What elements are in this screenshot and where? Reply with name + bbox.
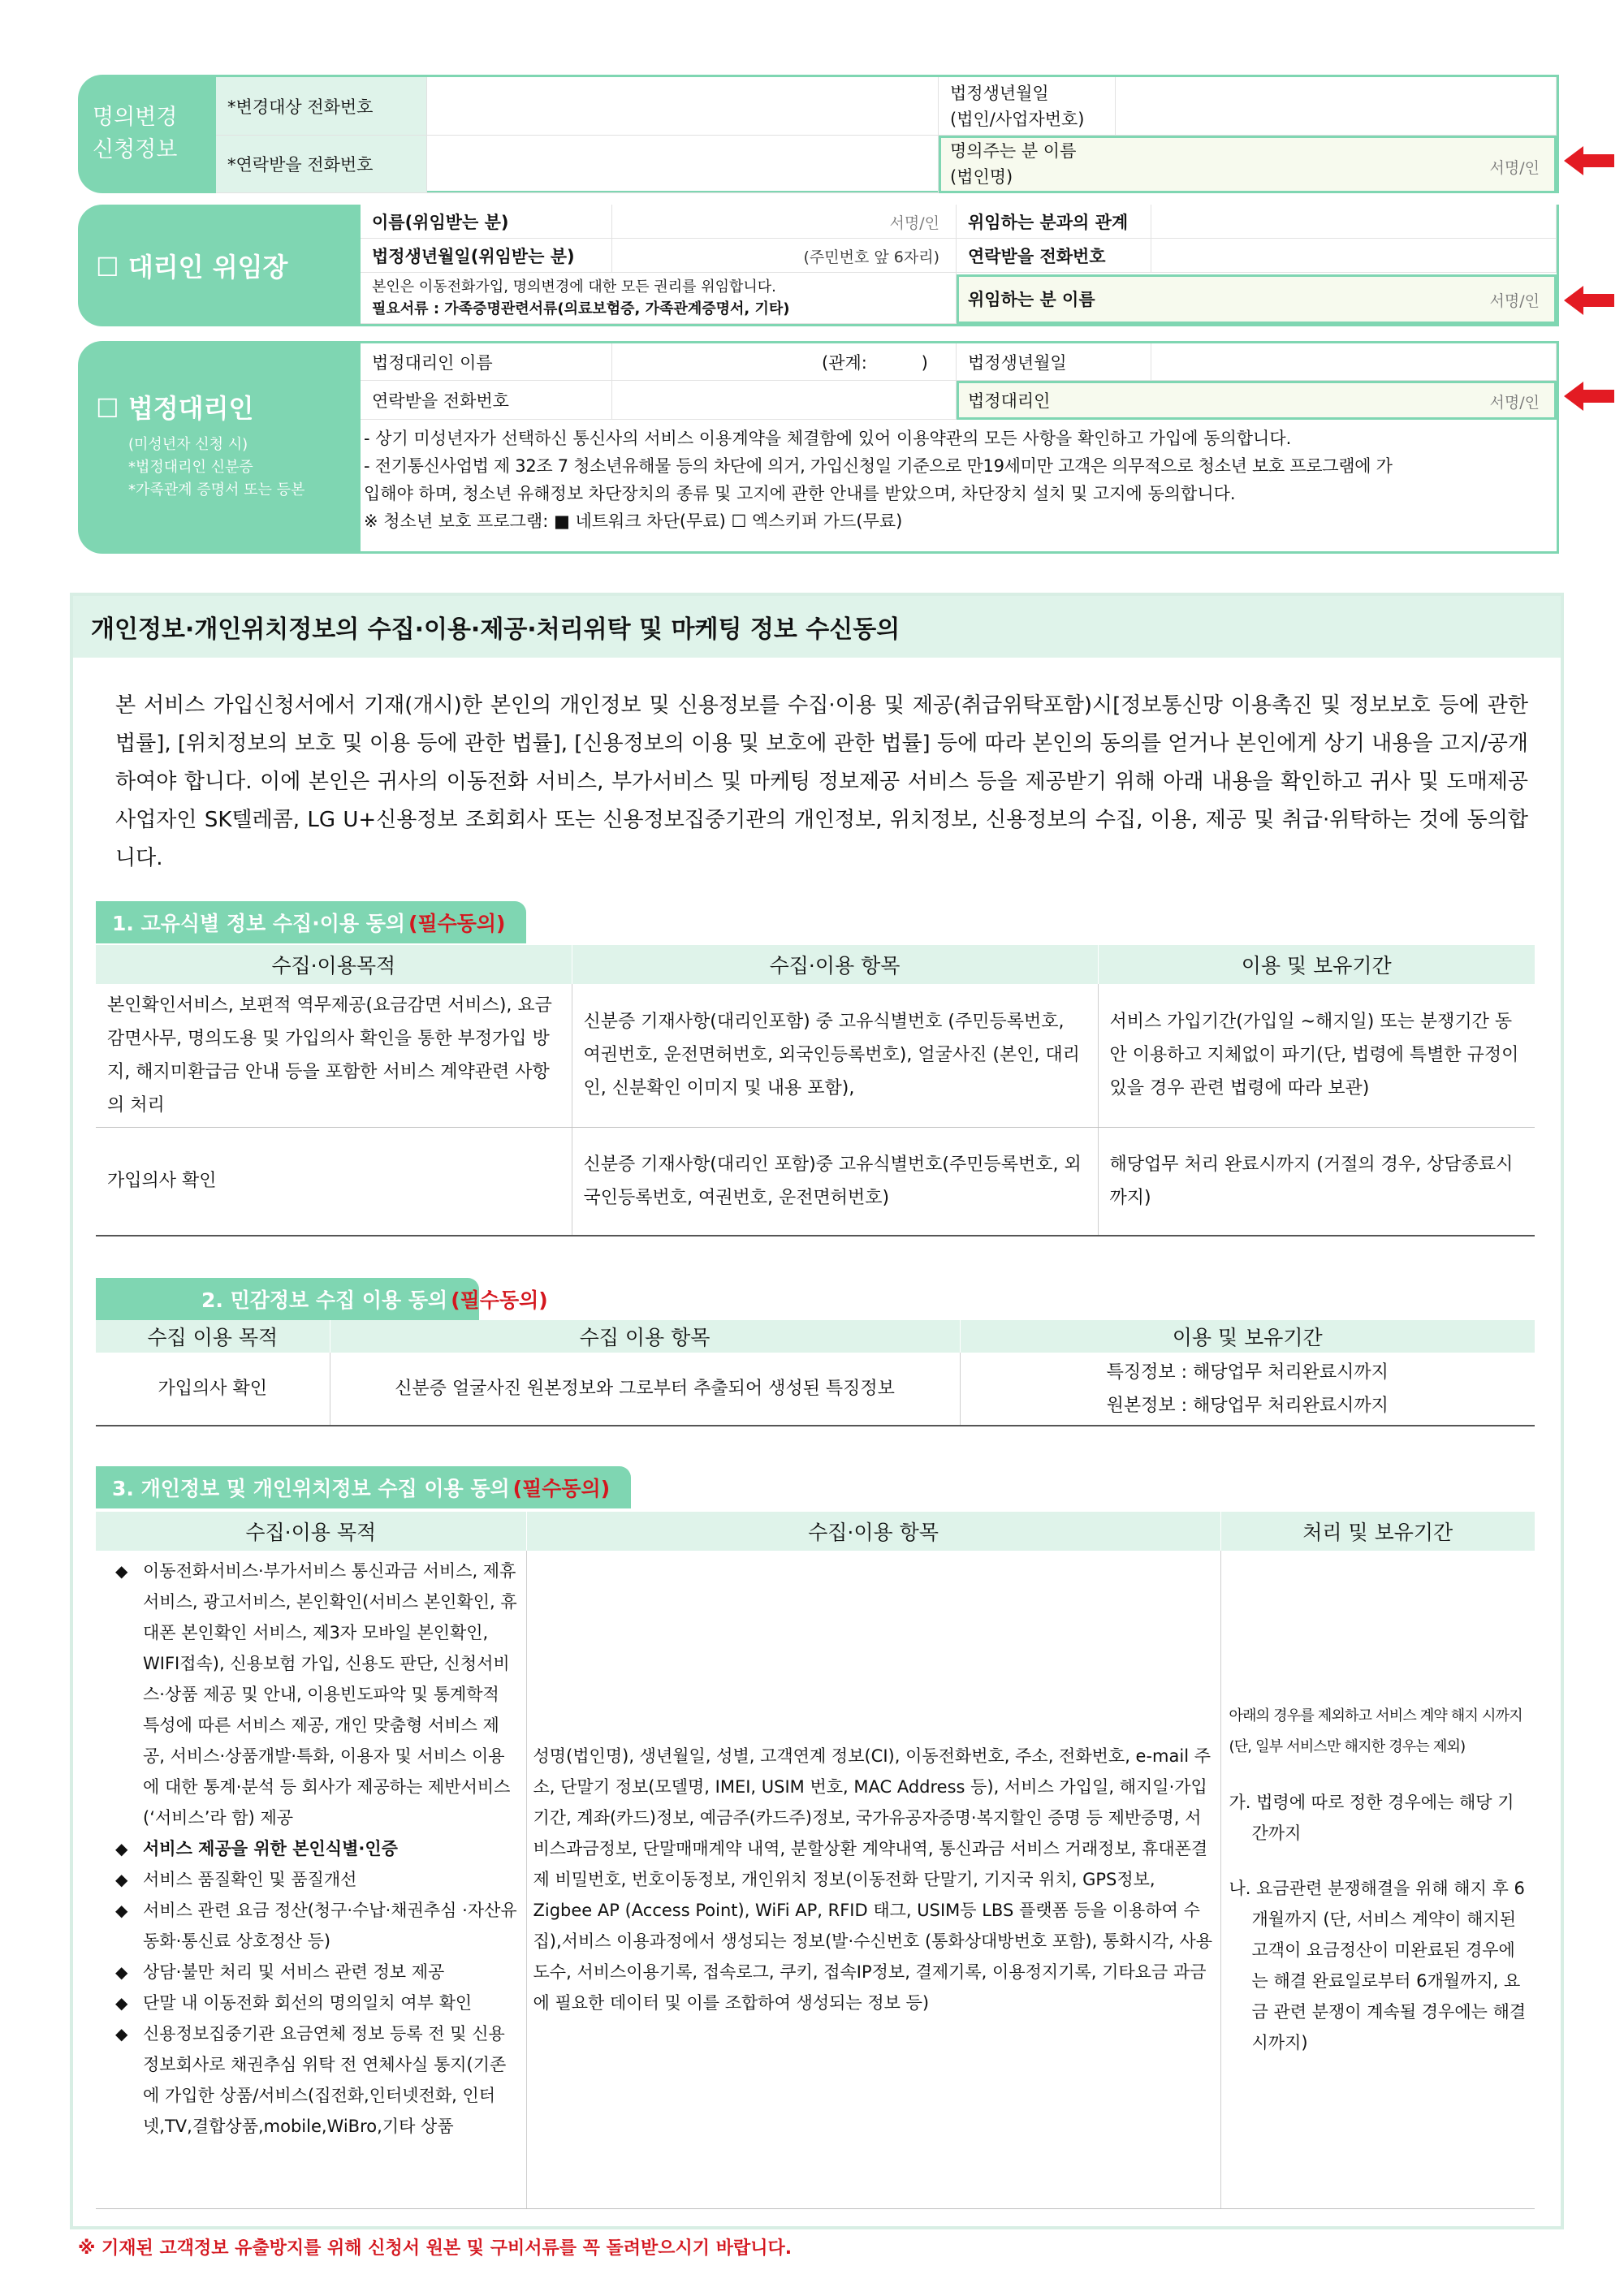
list-item: ◆ 상담·불만 처리 및 서비스 관련 정보 제공	[115, 1957, 520, 1987]
proxy-docs: 필요서류 : 가족증명관련서류(의료보험증, 가족관계증명서, 기타)	[372, 300, 790, 317]
legal-rep-contact-label: 연락받을 전화번호	[361, 381, 612, 420]
birth-field[interactable]	[1116, 77, 1557, 136]
section1-table	[96, 945, 1535, 1236]
delegator-name-row[interactable]	[957, 274, 1557, 324]
section1-row1-items: 신분증 기재사항(대리인포함) 중 고유식별번호 (주민등록번호, 여권번호, 운전면허번호, 외국인등록번호), 얼굴사진 (본인, 대리인, 신분확인 이미지 및 내용 포함),	[572, 984, 1098, 1127]
section2-col-period: 이용 및 보유기간	[960, 1320, 1535, 1353]
section1-header-row	[96, 945, 1535, 984]
section1-row2-items: 신분증 기재사항(대리인 포함)중 고유식별번호(주민등록번호, 외국인등록번호, 여권번호, 운전면허번호)	[572, 1127, 1098, 1236]
arrow-left-icon	[1564, 382, 1614, 411]
legal-rep-sign-row[interactable]	[957, 381, 1557, 420]
footer-warning: ※ 기재된 고객정보 유출방지를 위해 신청서 원본 및 구비서류를 꼭 돌려받으시기 바랍니다.	[78, 2238, 793, 2259]
section3-col-purpose: 수집·이용 목적	[96, 1512, 526, 1551]
proxy-contact-field[interactable]	[1151, 239, 1557, 273]
section3-col-items: 수집·이용 항목	[526, 1512, 1220, 1551]
section1-row2-period: 해당업무 처리 완료시까지 (거절의 경우, 상담종료시까지)	[1098, 1127, 1535, 1236]
proxy-name-label: 이름(위임받는 분)	[361, 205, 612, 239]
proxy-contact-label: 연락받을 전화번호	[957, 239, 1151, 273]
legal-rep-sub3: *가족관계 증명서 또는 등본	[128, 481, 305, 498]
table-row	[96, 1127, 1535, 1236]
section2-period-feature: 특징정보 : 해당업무 처리완료시까지	[1106, 1362, 1389, 1383]
delegator-label: 위임하는 분 이름	[968, 290, 1095, 309]
section1-col-items: 수집·이용 항목	[572, 945, 1098, 984]
section2-tab	[96, 1278, 548, 1320]
section3-table	[96, 1512, 1535, 2209]
contact-phone-label: *연락받을 전화번호	[216, 136, 427, 193]
legal-rep-side-label	[78, 341, 361, 554]
section2-header-row	[96, 1320, 1535, 1353]
legal-rep-text1: - 상기 미성년자가 선택하신 통신사의 서비스 이용계약을 체결함에 있어 이용약관의 모든 사항을 확인하고 가입에 동의합니다.	[364, 429, 1292, 448]
applicant-label-line2: 신청정보	[93, 137, 178, 162]
applicant-grid	[216, 75, 1559, 193]
applicant-block	[78, 75, 1559, 193]
proxy-name-field[interactable]	[612, 205, 957, 239]
proxy-birth-hint: (주민번호 앞 6자리)	[803, 248, 939, 266]
legal-rep-text3: 입해야 하며, 청소년 유해정보 차단장치의 종류 및 고지에 관한 안내를 받았으며, 차단장치 설치 및 고지에 동의합니다.	[364, 484, 1236, 503]
section1-col-period: 이용 및 보유기간	[1098, 945, 1535, 984]
proxy-grid	[361, 205, 1559, 326]
section2-table	[96, 1320, 1535, 1426]
section1-required: (필수동의)	[408, 912, 506, 935]
legal-rep-sign-hint: 서명/인	[1489, 394, 1540, 412]
section1-row1-purpose: 본인확인서비스, 보편적 역무제공(요금감면 서비스), 요금감면사무, 명의도용 및 가입의사 확인을 통한 부정가입 방지, 해지미환급금 안내 등을 포함한 서비스 계약관련 사항의 처리	[96, 984, 572, 1127]
section3-period-a: 가. 법령에 따로 정한 경우에는 해당 기간까지	[1229, 1792, 1514, 1843]
section3-col-period: 처리 및 보유기간	[1220, 1512, 1535, 1551]
arrow-left-icon	[1564, 146, 1614, 175]
legal-rep-title: ☐ 법정대리인	[96, 393, 254, 424]
legal-rep-grid	[361, 341, 1559, 554]
consent-intro: 본 서비스 가입신청서에서 기재(개시)한 본인의 개인정보 및 신용정보를 수집·이용 및 제공(취급위탁포함)시[정보통신망 이용촉진 및 정보보호 등에 관한 법률], [위치정보의 보호 및 이용 등에 관한 법률], [신용정보의 이용 및 보호에 관한 법률] 등에 따라 본인의 동의를 얻거나 본인에게 상기 내용을 고지/공개하여야 합니다. 이에 본인은 귀사의 이동전화 서비스, 부가서비스 및 마케팅 정보제공 서비스 등을 제공받기 위해 아래 내용을 확인하고 귀사 및 도매제공 사업자인 SK텔레콤, LG U+신용정보 조회회사 또는 신용정보집중기관의 개인정보, 위치정보, 신용정보의 수집, 이용, 제공 및 취급·위탁하는 것에 동의합니다.	[115, 693, 1528, 870]
proxy-relation-field[interactable]	[1151, 205, 1557, 239]
legal-rep-name-label: 법정대리인 이름	[361, 343, 612, 381]
proxy-notice: 본인은 이동전화가입, 명의변경에 대한 모든 권리를 위임합니다.	[372, 278, 776, 296]
table-row	[96, 984, 1535, 1127]
list-item: ◆ 서비스 관련 요금 정산(청구·수납·채권추심 ·자산유동화·통신료 상호정산 등)	[115, 1895, 520, 1957]
section3-purposes-cell	[96, 1551, 526, 2208]
applicant-side-label	[78, 75, 216, 193]
section2-row1-period	[960, 1353, 1535, 1426]
legal-rep-sub1: (미성년자 신청 시)	[128, 436, 248, 453]
proxy-birth-field[interactable]	[612, 239, 957, 273]
section1-row1-period: 서비스 가입기간(가입일 ~해지일) 또는 분쟁기간 동안 이용하고 지체없이 파기(단, 법령에 특별한 규정이 있을 경우 관련 법령에 따라 보관)	[1098, 984, 1535, 1127]
legal-rep-sub2: *법정대리인 신분증	[128, 459, 253, 476]
proxy-name-sign-hint: 서명/인	[889, 214, 939, 232]
proxy-relation-label: 위임하는 분과의 관계	[957, 205, 1151, 239]
birth-label-line2: (법인/사업자번호)	[950, 109, 1085, 129]
legal-rep-text4: ※ 청소년 보호 프로그램: ■ 네트워크 차단(무료) ☐ 엑스키퍼 가드(무료)	[364, 511, 903, 531]
target-phone-label: *변경대상 전화번호	[216, 77, 427, 136]
giver-sign-hint: 서명/인	[1489, 159, 1540, 177]
delegator-sign-hint: 서명/인	[1489, 292, 1540, 310]
section1-title: 1. 고유식별 정보 수집·이용 동의	[112, 912, 406, 935]
section2-required: (필수동의)	[451, 1288, 548, 1312]
consent-header: 개인정보·개인위치정보의 수집·이용·제공·처리위탁 및 마케팅 정보 수신동의	[73, 596, 1561, 658]
legal-rep-label: 법정대리인	[968, 391, 1051, 411]
birth-label	[939, 77, 1116, 136]
target-phone-field[interactable]	[427, 77, 939, 136]
proxy-side-label	[78, 205, 361, 326]
proxy-title: ☐ 대리인 위임장	[96, 252, 288, 283]
section3-tab	[96, 1466, 631, 1508]
giver-name-row[interactable]	[939, 136, 1557, 193]
section3-period-b: 나. 요금관련 분쟁해결을 위해 해지 후 6개월까지 (단, 서비스 계약이 해지된 고객이 요금정산이 미완료된 경우에는 해결 완료일로부터 6개월까지, 요금 관련 분쟁이 계속될 경우에는 해결 시까지)	[1229, 1878, 1527, 2052]
proxy-block	[78, 205, 1559, 326]
legal-rep-name-field[interactable]	[612, 343, 957, 381]
section3-title: 3. 개인정보 및 개인위치정보 수집 이용 동의	[112, 1477, 510, 1500]
section2-row1-items: 신분증 얼굴사진 원본정보와 그로부터 추출되어 생성된 특징정보	[330, 1353, 960, 1426]
legal-rep-block	[78, 341, 1559, 554]
table-row	[96, 1353, 1535, 1426]
giver-label-line2: (법인명)	[950, 167, 1013, 187]
section2-col-items: 수집 이용 항목	[330, 1320, 960, 1353]
section3-required: (필수동의)	[512, 1477, 611, 1500]
section3-items-cell: 성명(법인명), 생년월일, 성별, 고객연계 정보(CI), 이동전화번호, 주소, 전화번호, e-mail 주소, 단말기 정보(모델명, IMEI, USIM 번호, MAC Address 등), 서비스 가입일, 해지일·가입기간, 계좌(카드)정보, 예금주(카드주)정보, 국가유공자증명·복지할인 증명 등 제반증명, 서비스과금정보, 단말매매계약 내역, 분할상환 계약내역, 통신과금 서비스 거래정보, 휴대폰결제 비밀번호, 번호이동정보, 개인위치 정보(이동전화 단말기, 기지국 위치, GPS정보, Zigbee AP (Access Point), WiFi AP, RFID 태그, USIM등 LBS 플랫폼 등을 이용하여 수집),서비스 이용과정에서 생성되는 정보(발·수신번호 (통화상대방번호 포함), 통화시각, 사용도수, 서비스이용기록, 접속로그, 쿠키, 접속IP정보, 결제기록, 이용정지기록, 기타요금 과금에 필요한 데이터 및 이를 조합하여 생성되는 정보 등)	[526, 1551, 1220, 2208]
legal-rep-notice	[361, 421, 1557, 535]
legal-rep-birth-field[interactable]	[1151, 343, 1557, 381]
section3-period-cell	[1220, 1551, 1535, 2208]
giver-label-line1: 명의주는 분 이름	[950, 141, 1077, 161]
section3-period-main: 아래의 경우를 제외하고 서비스 계약 해지 시까지 (단, 일부 서비스만 해지한 경우는 제외)	[1229, 1707, 1522, 1755]
table-row	[96, 1551, 1535, 2208]
section2-col-purpose: 수집 이용 목적	[96, 1320, 330, 1353]
list-item: ◆ 단말 내 이동전화 회선의 명의일치 여부 확인	[115, 1987, 520, 2018]
list-item: ◆ 이동전화서비스·부가서비스 통신과금 서비스, 제휴서비스, 광고서비스, 본인확인(서비스 본인확인, 휴대폰 본인확인 서비스, 제3자 모바일 본인확인, WIFI접속), 신용보험 가입, 신용도 판단, 신청서비스·상품 제공 및 안내, 이용빈도파악 및 통계학적 특성에 따른 서비스 제공, 개인 맞춤형 서비스 제공, 서비스·상품개발·특화, 이용자 및 서비스 이용에 대한 통계·분석 등 회사가 제공하는 제반서비스 (‘서비스’라 함) 제공	[115, 1556, 520, 1833]
section3-purpose-list	[115, 1556, 520, 2142]
section2-period-original: 원본정보 : 해당업무 처리완료시까지	[1106, 1395, 1389, 1416]
section1-row2-purpose: 가입의사 확인	[96, 1127, 572, 1236]
list-item: ◆ 서비스 품질확인 및 품질개선	[115, 1864, 520, 1895]
section1-tab	[96, 901, 526, 943]
list-item: ◆ 신용정보집중기관 요금연체 정보 등록 전 및 신용정보회사로 채권추심 위탁 전 연체사실 통지(기존에 가입한 상품/서비스(집전화,인터넷전화, 인터넷,TV,결합상품,mobile,WiBro,기타 상품	[115, 2018, 520, 2142]
section2-title: 2. 민감정보 수집 이용 동의	[201, 1288, 448, 1312]
section2-row1-purpose: 가입의사 확인	[96, 1353, 330, 1426]
proxy-birth-label: 법정생년월일(위임받는 분)	[361, 239, 612, 273]
consent-panel	[70, 593, 1564, 2229]
contact-phone-field[interactable]	[427, 136, 939, 193]
arrow-left-icon	[1564, 286, 1614, 315]
applicant-label-line1: 명의변경	[93, 105, 178, 130]
legal-rep-birth-label: 법정생년월일	[957, 343, 1151, 381]
list-item: ◆ 서비스 제공을 위한 본인식별·인증	[115, 1833, 520, 1864]
section3-header-row	[96, 1512, 1535, 1551]
legal-rep-contact-field[interactable]	[612, 381, 957, 420]
proxy-notice-cell	[361, 273, 957, 324]
legal-rep-relation: (관계: )	[822, 352, 928, 373]
legal-rep-text2: - 전기통신사업법 제 32조 7 청소년유해물 등의 차단에 의거, 가입신청일 기준으로 만19세미만 고객은 의무적으로 청소년 보호 프로그램에 가	[364, 456, 1393, 476]
birth-label-line1: 법정생년월일	[950, 83, 1049, 103]
section1-col-purpose: 수집·이용목적	[96, 945, 572, 984]
